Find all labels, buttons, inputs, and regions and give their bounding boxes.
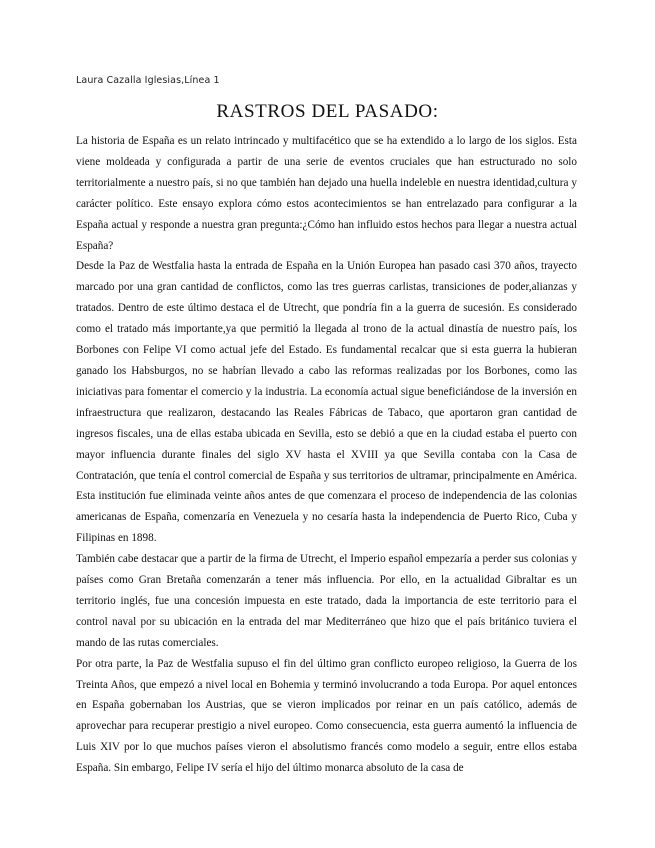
author-line: Laura Cazalla Iglesias,Línea 1 [76, 75, 220, 86]
paragraph-treinta-anos: Por otra parte, la Paz de Westfalia supuso el fin del último gran conflicto europeo religioso, la Guerra de los Treinta Años, que empezó a nivel local en Bohemia y terminó involucrando a toda Europa. Por aquel entonces en España gobernaban los Austrias, que se vieron implicados por reinar en un país católico, además de aprovechar para recuperar prestigio a nivel europeo. Como consecuencia, esta guerra aumentó la influencia de Luis XIV por lo que muchos países vieron el absolutismo francés como modelo a seguir, entre ellos estaba España. Sin embargo, Felipe IV sería el hijo del último monarca absoluto de la casa de [76, 657, 577, 775]
essay-title: RASTROS DEL PASADO: [216, 101, 439, 122]
paragraph-westfalia-utrecht: Desde la Paz de Westfalia hasta la entrada de España en la Unión Europea han pasado casi 370 años, trayecto marcado por una gran cantidad de conflictos, como las tres guerras carlistas, transiciones de poder,alianzas y tratados. Dentro de este último destaca el de Utrecht, que pondría fin a la guerra de sucesión. Es considerado como el tratado más importante,ya que permitió la llegada al trono de la actual dinastía de nuestro país, los Borbones con Felipe VI como actual jefe del Estado. Es fundamental recalcar que si esta guerra la hubieran ganado los Habsburgos, no se habrían llevado a cabo las reformas realizadas por los Borbones, como las iniciativas para fomentar el comercio y la industria. La economía actual sigue beneficiándose de la inversión en infraestructura que realizaron, destacando las Reales Fábricas de Tabaco, que aportaron gran cantidad de ingresos fiscales, una de ellas estaba ubicada en Sevilla, esto se debió a que en la ciudad estaba el puerto con mayor influencia durante finales del siglo XV hasta el XVIII ya que Sevilla contaba con la Casa de Contratación, que tenía el control comercial de España y sus territorios de ultramar, principalmente en América. Esta institución fue eliminada veinte años antes de que comenzara el proceso de independencia de las colonias americanas de España, comenzaría en Venezuela y no cesaría hasta la independencia de Puerto Rico, Cuba y Filipinas en 1898. [76, 260, 577, 545]
paragraph-gibraltar: También cabe destacar que a partir de la firma de Utrecht, el Imperio español empezaría a perder sus colonias y países como Gran Bretaña comenzarán a tener más influencia. Por ello, en la actualidad Gibraltar es un territorio inglés, fue una concesión impuesta en este tratado, dada la importancia de este territorio para el control naval por su ubicación en la entrada del mar Mediterráneo que hizo que el país británico tuviera el mando de las rutas comerciales. [76, 553, 577, 649]
essay-body [76, 131, 577, 779]
paragraph-introduction: La historia de España es un relato intrincado y multifacético que se ha extendido a lo largo de los siglos. Esta viene moldeada y configurada a partir de una serie de eventos cruciales que han estructurado no solo territorialmente a nuestro país, si no que también han dejado una huella indeleble en nuestra identidad,cultura y carácter político. Este ensayo explora cómo estos acontecimientos se han entrelazado para configurar a la España actual y responde a nuestra gran pregunta:¿Cómo han influido estos hechos para llegar a nuestra actual España? [76, 135, 577, 252]
